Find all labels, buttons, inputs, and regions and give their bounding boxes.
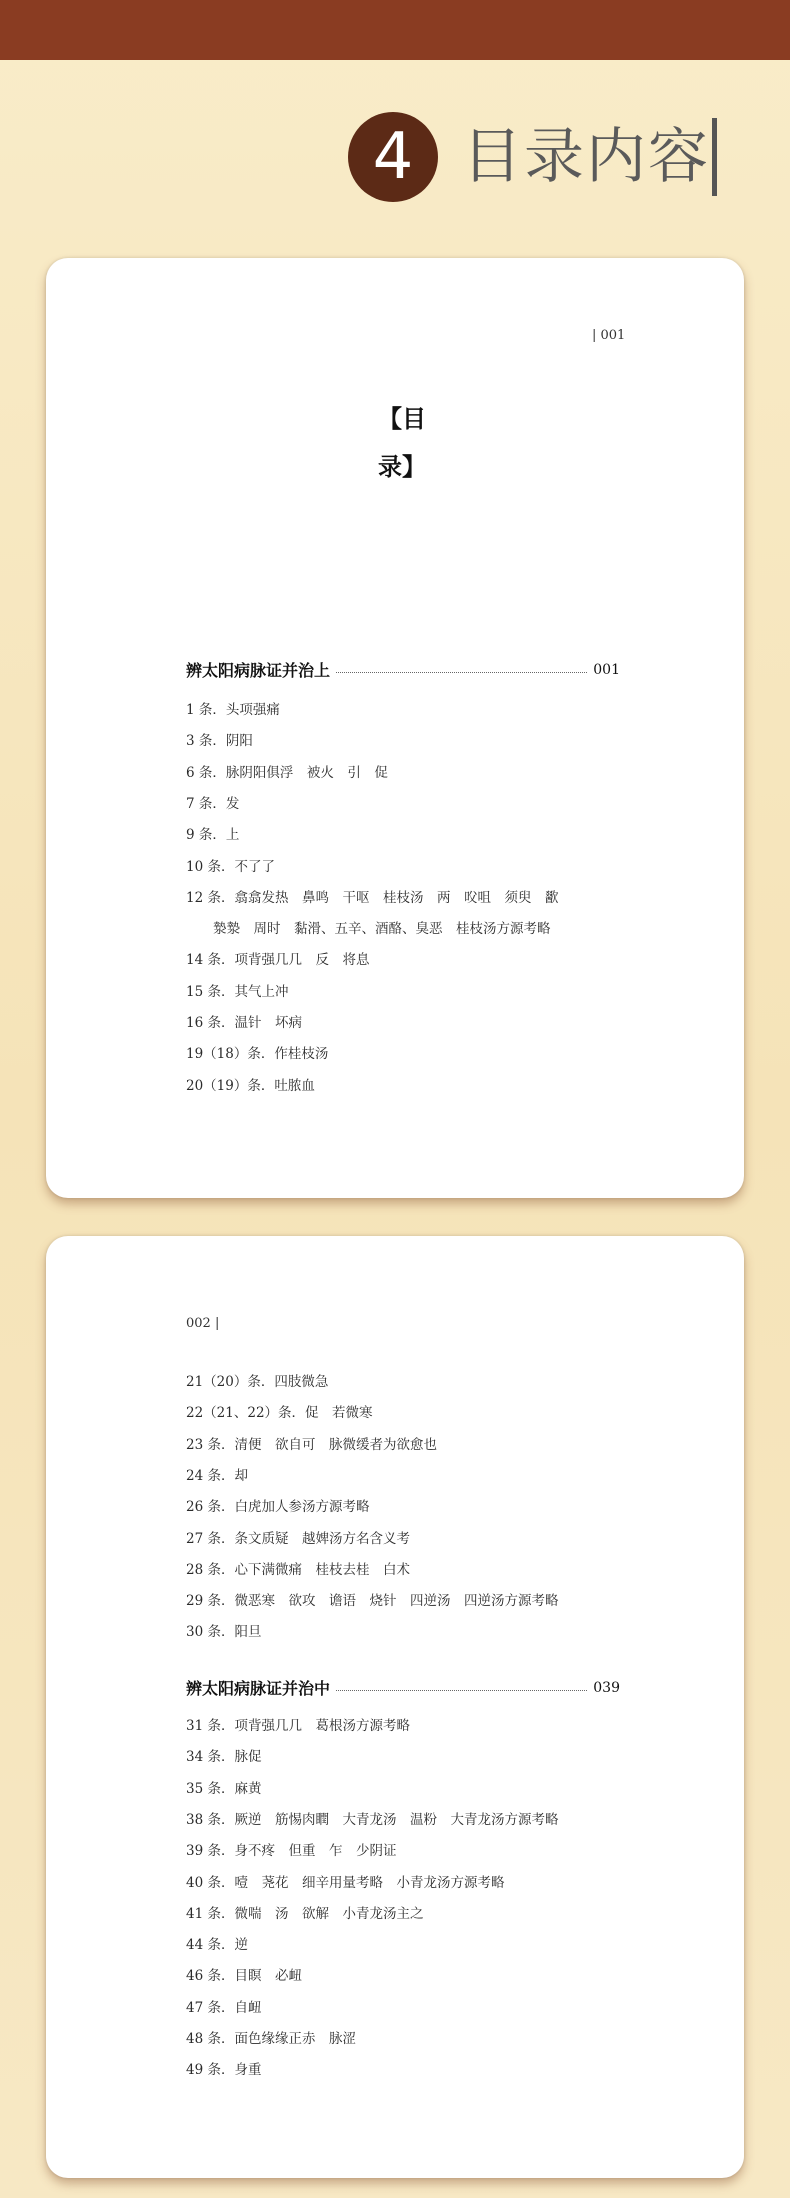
- toc-entry[interactable]: 23 条．清便 欲自可 脉微缓者为欲愈也: [186, 1436, 437, 1453]
- toc-entry[interactable]: 30 条．阳旦: [186, 1624, 262, 1641]
- toc-section-title: 辨太阳病脉证并治上: [186, 661, 331, 680]
- toc-entry[interactable]: 14 条．项背强几几 反 将息: [186, 952, 370, 969]
- toc-entry[interactable]: 15 条．其气上冲: [186, 983, 289, 1000]
- toc-entry[interactable]: 44 条．逆: [186, 1937, 248, 1954]
- toc-entry[interactable]: 19（18）条．作桂枝汤: [186, 1046, 329, 1063]
- leader-dots: [336, 671, 587, 673]
- page-number: 002 |: [186, 1316, 220, 1331]
- toc-entry[interactable]: 28 条．心下满微痛 桂枝去桂 白术: [186, 1561, 410, 1578]
- title-divider: [712, 118, 717, 196]
- toc-entry[interactable]: 9 条．上: [186, 827, 240, 844]
- toc-entry[interactable]: 3 条．阴阳: [186, 733, 253, 750]
- section-number-badge: 4: [348, 112, 438, 202]
- leader-dots: [336, 1689, 587, 1691]
- toc-entry[interactable]: 47 条．自衄: [186, 1999, 262, 2016]
- toc-entry[interactable]: 46 条．目瞑 必衄: [186, 1968, 302, 1985]
- toc-heading: [378, 402, 426, 484]
- toc-entry[interactable]: 34 条．脉促: [186, 1749, 262, 1766]
- toc-entry[interactable]: 20（19）条．吐脓血: [186, 1077, 315, 1094]
- toc-entry[interactable]: 49 条．身重: [186, 2062, 262, 2079]
- toc-entry[interactable]: 27 条．条文质疑 越婢汤方名含义考: [186, 1530, 410, 1547]
- page-number: | 001: [592, 328, 626, 343]
- toc-heading-top: 【目: [378, 404, 426, 433]
- toc-entry[interactable]: 22（21、22）条．促 若微寒: [186, 1405, 373, 1422]
- toc-entry[interactable]: 31 条．项背强几几 葛根汤方源考略: [186, 1718, 410, 1734]
- toc-heading-bottom: 录】: [378, 452, 426, 481]
- toc-entry[interactable]: 6 条．脉阴阳俱浮 被火 引 促: [186, 764, 388, 781]
- toc-section-page: 001: [593, 661, 620, 678]
- toc-section[interactable]: [186, 658, 620, 681]
- toc-entry[interactable]: 漐漐 周时 黏滑、五辛、酒酪、臭恶 桂枝汤方源考略: [186, 921, 551, 938]
- toc-entry[interactable]: 7 条．发: [186, 795, 240, 812]
- toc-entry[interactable]: 38 条．厥逆 筋惕肉瞤 大青龙汤 温粉 大青龙汤方源考略: [186, 1811, 559, 1828]
- toc-entry[interactable]: 35 条．麻黄: [186, 1780, 262, 1797]
- toc-entry[interactable]: 10 条．不了了: [186, 858, 275, 875]
- toc-entry[interactable]: 39 条．身不疼 但重 乍 少阴证: [186, 1843, 397, 1860]
- toc-section-page: 039: [593, 1679, 620, 1696]
- toc-entry[interactable]: 40 条．噎 荛花 细辛用量考略 小青龙汤方源考略: [186, 1874, 505, 1891]
- toc-entry[interactable]: 24 条．却: [186, 1467, 248, 1484]
- page-title: 目录内容: [462, 122, 710, 192]
- toc-section-title: 辨太阳病脉证并治中: [186, 1679, 331, 1698]
- toc-entry[interactable]: 41 条．微喘 汤 欲解 小青龙汤主之: [186, 1905, 424, 1922]
- toc-entry[interactable]: 16 条．温针 坏病: [186, 1015, 302, 1031]
- toc-entry[interactable]: 29 条．微恶寒 欲攻 谵语 烧针 四逆汤 四逆汤方源考略: [186, 1593, 559, 1610]
- toc-entry[interactable]: 48 条．面色缘缘正赤 脉涩: [186, 2031, 356, 2047]
- toc-entry[interactable]: 21（20）条．四肢微急: [186, 1374, 329, 1390]
- top-banner: [0, 0, 790, 60]
- toc-section[interactable]: [186, 1676, 620, 1699]
- toc-entry[interactable]: 26 条．白虎加人参汤方源考略: [186, 1499, 370, 1516]
- toc-entry[interactable]: 1 条．头项强痛: [186, 702, 280, 718]
- toc-entry[interactable]: 12 条．翕翕发热 鼻鸣 干呕 桂枝汤 两 㕮咀 须臾 歠: [186, 889, 559, 906]
